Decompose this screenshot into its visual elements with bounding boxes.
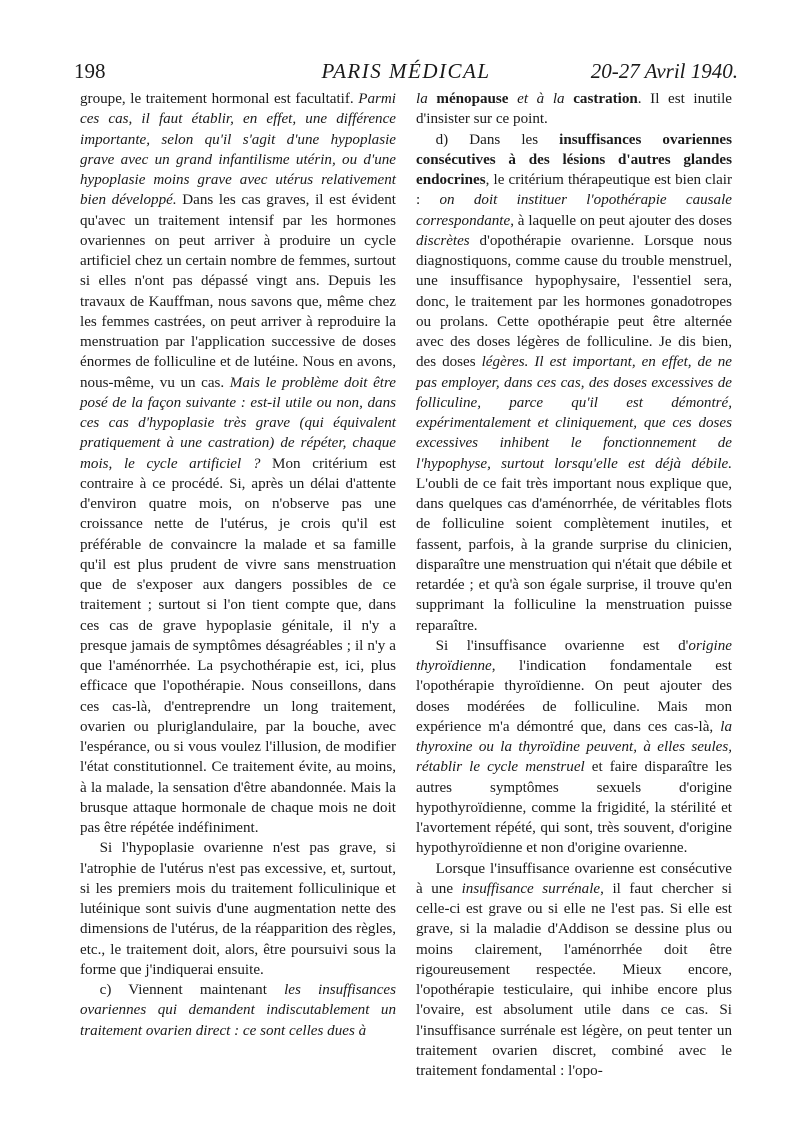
right-column [416, 89, 732, 1081]
paragraph: c) Viennent maintenant les insuffisances ovariennes qui demandent indiscutablement un traitement ovarien direct : ce sont celles dues à [80, 982, 396, 1039]
paragraph: la ménopause et à la castration. Il est inutile d'insister sur ce point. [416, 91, 733, 128]
journal-title: PARIS MÉDICAL [321, 59, 491, 83]
paragraph: groupe, le traitement hormonal est facultatif. Parmi ces cas, il faut établir, en effet, une différence importante, selon qu'il s'agit d'une hypoplasie grave avec un grand infantilisme utérin, ou d'une hypoplasie moins grave avec utérus relativement bien développé. Dans les cas graves, il est évident qu'avec un traitement intensif par les hormones ovariennes on peut arriver à produire un cycle artificiel chez un certain nombre de femmes, surtout si elles n'ont pas dépassé vingt ans. Depuis les travaux de Kauffman, nous savons que, même chez les femmes castrées, on peut arriver à reproduire la menstruation par l'application successive de doses énormes de folliculine et de lutéine. Nous en avons, nous-même, vu un cas. Mais le problème doit être posé de la façon suivante : est-il utile ou non, dans ces cas d'hypoplasie très grave (qui équivalent pratiquement à une castration) de répéter, chaque mois, le cycle artificiel ? Mon critérium est contraire à ce procédé. Si, après un délai d'attente d'environ quatre mois, on n'observe pas une croissance nette de l'utérus, je crois qu'il est préférable de convaincre la malade et sa famille qu'il est plus prudent de vivre sans menstruation que de s'exposer aux dangers possibles de ce traitement ; surtout si l'on tient compte que, dans ces cas de grave hypoplasie génitale, il n'y a presque jamais de symptômes désagréables ; il n'y a que l'aménorrhée. La psychothérapie est, ici, plus efficace que l'opothérapie. Nous conseillons, dans ces cas-là, d'entreprendre un long traitement, ovarien ou pluriglandulaire, par la bouche, avec l'espérance, ou si vous voulez l'illusion, de modifier l'état constitutionnel. Ce traitement évite, au moins, à la malade, la sensation d'être abandonnée. Mais la brusque attaque hormonale de chaque mois ne doit pas être répétée indéfiniment. [80, 91, 397, 836]
paragraph: Lorsque l'insuffisance ovarienne est consécutive à une insuffisance surrénale, il faut chercher si celle-ci est grave ou si elle ne l'est pas. Si elle est grave, si la maladie d'Addison se dessine plus ou moins clairement, l'aménorrhée doit être rigoureusement respectée. Mieux encore, l'opothérapie testiculaire, qui inhibe encore plus l'ovaire, est absolument utile dans ce cas. Si l'insuffisance surrénale est légère, on peut tenter un traitement ovarien discret, combiné avec le traitement fondamental : l'opo- [416, 860, 732, 1079]
paragraph: Si l'hypoplasie ovarienne n'est pas grave, si l'atrophie de l'utérus n'est pas excessive, et, surtout, si les premiers mois du traitement folliculinique et lutéinique sont suivis d'une augmentation nette des dimensions de l'utérus, de la réapparition des règles, etc., le traitement doit, alors, être poursuivi sous la forme que j'indiquerai ensuite. [80, 840, 396, 978]
left-column [80, 89, 396, 1041]
page-header [74, 56, 738, 86]
page-number: 198 [74, 59, 106, 83]
paragraph: Si l'insuffisance ovarienne est d'origine thyroïdienne, l'indication fondamentale est l'opothérapie thyroïdienne. On peut ajouter des doses modérées de folliculine. Mais mon expérience m'a démontré que, dans ces cas-là, la thyroxine ou la thyroïdine peuvent, à elles seules, rétablir le cycle menstruel et faire disparaître les autres symptômes sexuels d'origine hypothyroïdienne, comme la frigidité, la stérilité et l'avortement répété, qui sont, très souvent, d'origine hypothyroïdienne et non d'origine ovarienne. [416, 637, 732, 857]
issue-date: 20-27 Avril 1940. [590, 59, 738, 83]
paragraph: d) Dans les insuffisances ovariennes consécutives à des lésions d'autres glandes endocrines, le critérium thérapeutique est bien clair : on doit instituer l'opothérapie causale correspondante, à laquelle on peut ajouter des doses discrètes d'opothérapie ovarienne. Lorsque nous diagnostiquons, comme cause du trouble menstruel, une insuffisance hypophysaire, l'essentiel sera, donc, le traitement par les hormones gonadotropes ou prolans. Cette opothérapie peut être alternée avec des doses légères de folliculine. Je dis bien, des doses légères. Il est important, en effet, de ne pas employer, dans ces cas, des doses excessives de folliculine, parce qu'il est démontré, expérimentalement et cliniquement, que ces doses excessives inhibent le fonctionnement de l'hypophyse, surtout lorsqu'elle est déjà débile. L'oubli de ce fait très important nous explique que, dans quelques cas d'aménorrhée, de véritables flots de folliculine soient complètement inutiles, et fassent, parfois, à la grande surprise du clinicien, disparaître une menstruation qui n'était que débile et retardée ; et qu'à son égale surprise, il trouve qu'en supprimant la folliculine la menstruation puisse reparaître. [416, 131, 732, 634]
